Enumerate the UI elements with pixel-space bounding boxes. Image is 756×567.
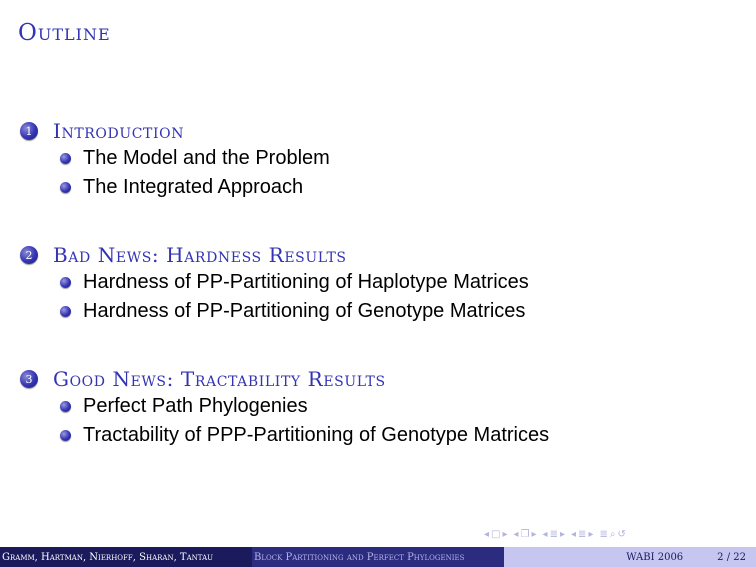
misc-nav <box>599 529 625 540</box>
subsection-label[interactable]: Perfect Path Phylogenies <box>83 395 308 417</box>
search-icon[interactable]: ⌕ <box>609 529 616 540</box>
section-icon[interactable]: ≣ <box>578 529 587 540</box>
frame-title: Outline <box>18 20 111 46</box>
subsection-list <box>60 144 330 202</box>
section-heading[interactable] <box>20 242 529 268</box>
section-number-badge: 1 <box>20 122 38 140</box>
subsection-icon[interactable]: ≣ <box>549 529 558 540</box>
slide-nav <box>484 529 508 540</box>
slide-next-icon[interactable]: ▸ <box>502 529 508 540</box>
subsection-prev-icon[interactable]: ◂ <box>542 529 548 540</box>
subsection-item[interactable] <box>60 421 549 450</box>
back-forward-icon[interactable]: ↺ <box>617 529 626 540</box>
subsection-nav <box>543 529 565 540</box>
section-2[interactable] <box>20 242 529 326</box>
section-number-badge: 2 <box>20 246 38 264</box>
footer-info <box>504 547 756 567</box>
subsection-list <box>60 268 529 326</box>
frame-prev-icon[interactable]: ◂ <box>513 529 519 540</box>
section-nav <box>571 529 593 540</box>
section-title[interactable]: Good News: Tractability Results <box>53 367 386 391</box>
align-icon[interactable]: ≣ <box>599 529 608 540</box>
beamer-navigation-bar <box>484 529 626 540</box>
frame-icon[interactable]: ❐ <box>520 529 530 540</box>
subsection-next-icon[interactable]: ▸ <box>559 529 565 540</box>
footer-talk-title: Block Partitioning and Perfect Phylogenies <box>252 547 504 567</box>
bullet-icon <box>60 430 71 441</box>
slide-prev-icon[interactable]: ◂ <box>484 529 490 540</box>
subsection-item[interactable] <box>60 173 330 202</box>
frame-nav <box>514 529 537 540</box>
bullet-icon <box>60 306 71 317</box>
slide-icon[interactable]: □ <box>491 529 501 540</box>
frame-next-icon[interactable]: ▸ <box>531 529 537 540</box>
subsection-label[interactable]: Hardness of PP-Partitioning of Genotype Matrices <box>83 300 526 322</box>
footer-authors: Gramm, Hartman, Nierhoff, Sharan, Tantau <box>0 547 252 567</box>
section-heading[interactable] <box>20 366 549 392</box>
page-number: 2 / 22 <box>717 551 746 563</box>
bullet-icon <box>60 277 71 288</box>
subsection-item[interactable] <box>60 297 529 326</box>
subsection-label[interactable]: Tractability of PPP-Partitioning of Genotype Matrices <box>83 424 550 446</box>
subsection-label[interactable]: The Integrated Approach <box>83 176 304 198</box>
footer-conference: WABI 2006 <box>626 551 684 563</box>
bullet-icon <box>60 401 71 412</box>
footer <box>0 547 756 567</box>
section-next-icon[interactable]: ▸ <box>588 529 594 540</box>
bullet-icon <box>60 182 71 193</box>
section-1[interactable] <box>20 118 330 202</box>
bullet-icon <box>60 153 71 164</box>
subsection-label[interactable]: Hardness of PP-Partitioning of Haplotype Matrices <box>83 271 529 293</box>
subsection-label[interactable]: The Model and the Problem <box>83 147 330 169</box>
section-prev-icon[interactable]: ◂ <box>571 529 577 540</box>
section-title[interactable]: Bad News: Hardness Results <box>53 243 347 267</box>
section-heading[interactable] <box>20 118 330 144</box>
section-3[interactable] <box>20 366 549 450</box>
subsection-list <box>60 392 549 450</box>
subsection-item[interactable] <box>60 268 529 297</box>
section-title[interactable]: Introduction <box>53 119 185 143</box>
subsection-item[interactable] <box>60 144 330 173</box>
section-number-badge: 3 <box>20 370 38 388</box>
subsection-item[interactable] <box>60 392 549 421</box>
